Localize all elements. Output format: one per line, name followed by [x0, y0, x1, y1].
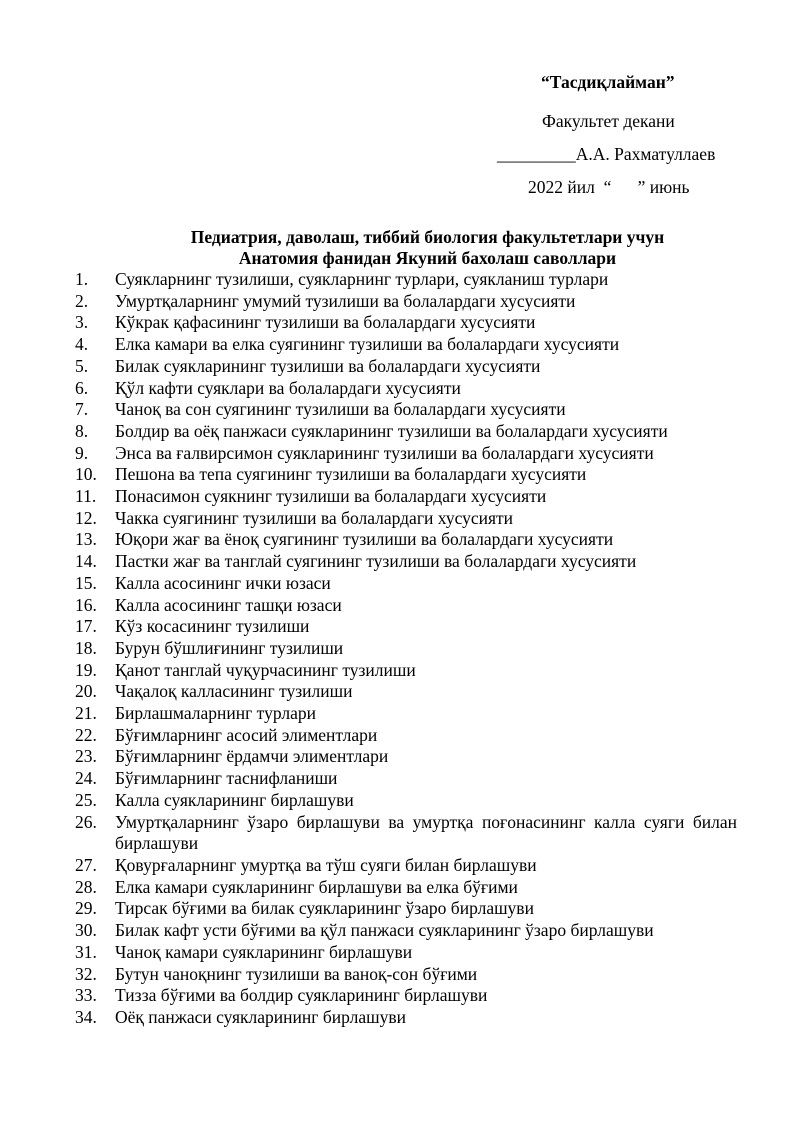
question-number: 26.: [75, 811, 97, 832]
question-number: 25.: [75, 789, 97, 810]
question-text: Калла асосининг ташқи юзаси: [115, 594, 342, 615]
question-number: 18.: [75, 637, 97, 658]
question-text: Суякларнинг тузилиши, суякларнинг турлари, суякланиш турлари: [115, 269, 609, 289]
list-item: [75, 768, 737, 790]
question-number: 2.: [75, 290, 89, 311]
list-item: [75, 529, 737, 551]
question-number: 1.: [75, 269, 89, 289]
question-text: Бирлашмаларнинг турлари: [115, 703, 316, 724]
question-number: 9.: [75, 442, 89, 463]
question-number: 6.: [75, 377, 89, 398]
question-text: Пешона ва тепа суягининг тузилиши ва болалардаги хусусияти: [115, 464, 587, 485]
list-item: [75, 1007, 737, 1029]
list-item: [75, 356, 737, 378]
question-number: 4.: [75, 334, 89, 355]
question-number: 17.: [75, 616, 97, 637]
question-number: 10.: [75, 464, 97, 485]
question-text: Пастки жағ ва танглай суягининг тузилиши ва болалардаги хусусияти: [115, 551, 637, 572]
list-item: [75, 703, 737, 725]
question-text: Бўғимларнинг таснифланиши: [115, 768, 338, 789]
list-item: [75, 399, 737, 421]
question-number: 19.: [75, 659, 97, 680]
question-text: Оёқ панжаси суякларининг бирлашуви: [115, 1006, 406, 1027]
question-text: Бўғимларнинг асосий элиментлари: [115, 724, 378, 745]
question-text: Бутун чаноқнинг тузилиши ва ваноқ-сон бўғими: [115, 963, 478, 984]
question-text: Чақалоқ калласининг тузилиши: [115, 681, 353, 702]
list-item: [75, 269, 737, 291]
question-text: Тизза бўғими ва болдир суякларининг бирлашуви: [115, 985, 488, 1006]
question-number: 27.: [75, 854, 97, 875]
question-text: Чаноқ ва сон суягининг тузилиши ва болалардаги хусусияти: [115, 399, 566, 420]
question-number: 5.: [75, 355, 89, 376]
question-list: [75, 269, 737, 1029]
approval-position: Факультет декани: [542, 111, 675, 131]
question-text: Кўкрак қафасининг тузилиши ва болалардаги хусусияти: [115, 312, 536, 333]
list-item: [75, 898, 737, 920]
question-number: 11.: [75, 486, 97, 507]
question-number: 34.: [75, 1006, 97, 1027]
question-number: 23.: [75, 746, 97, 767]
question-number: 32.: [75, 963, 97, 984]
question-text: Умуртқаларнинг умумий тузилиши ва болалардаги хусусияти: [115, 290, 576, 311]
question-number: 30.: [75, 920, 97, 941]
question-number: 28.: [75, 876, 97, 897]
list-item: [75, 942, 737, 964]
approval-title: “Тасдиқлайман”: [541, 72, 675, 92]
document-title: [60, 227, 795, 269]
list-item: [75, 877, 737, 899]
list-item: [75, 508, 737, 530]
list-item: [75, 681, 737, 703]
question-number: 29.: [75, 898, 97, 919]
list-item: [75, 746, 737, 768]
question-number: 8.: [75, 420, 89, 441]
question-number: 24.: [75, 768, 97, 789]
question-text: Кўз косасининг тузилиши: [115, 616, 310, 637]
question-number: 13.: [75, 529, 97, 550]
list-item: [75, 334, 737, 356]
list-item: [75, 964, 737, 986]
list-item: [75, 920, 737, 942]
question-text: Калла суякларининг бирлашуви: [115, 789, 354, 810]
question-number: 15.: [75, 572, 97, 593]
question-text: Билак суякларининг тузилиши ва болалардаги хусусияти: [115, 355, 541, 376]
list-item: [75, 812, 737, 855]
list-item: [75, 464, 737, 486]
question-number: 22.: [75, 724, 97, 745]
list-item: [75, 790, 737, 812]
list-item: [75, 638, 737, 660]
question-text: Қовурғаларнинг умуртқа ва тўш суяги билан бирлашуви: [115, 854, 537, 875]
list-item: [75, 421, 737, 443]
list-item: [75, 291, 737, 313]
question-number: 33.: [75, 985, 97, 1006]
question-text: Юқори жағ ва ёноқ суягининг тузилиши ва болалардаги хусусияти: [115, 529, 614, 550]
list-item: [75, 855, 737, 877]
list-item: [75, 616, 737, 638]
question-text: Қанот танглай чуқурчасининг тузилиши: [115, 659, 416, 680]
list-item: [75, 985, 737, 1007]
list-item: [75, 443, 737, 465]
question-text: Елка камари ва елка суягининг тузилиши ва болалардаги хусусияти: [115, 334, 620, 355]
question-text: Билак кафт усти бўғими ва қўл панжаси суякларининг ўзаро бирлашуви: [115, 920, 654, 941]
list-item: [75, 725, 737, 747]
list-item: [75, 378, 737, 400]
approval-date: 2022 йил “ ” июнь: [528, 177, 690, 197]
list-item: [75, 595, 737, 617]
question-text: Энса ва ғалвирсимон суякларининг тузилиши ва болалардаги хусусияти: [115, 442, 654, 463]
list-item: [75, 573, 737, 595]
question-text: Тирсак бўғими ва билак суякларининг ўзаро бирлашуви: [115, 898, 534, 919]
question-text: Бурун бўшлиғининг тузилиши: [115, 637, 344, 658]
question-text: Болдир ва оёқ панжаси суякларининг тузилиши ва болалардаги хусусияти: [115, 420, 668, 441]
list-item: [75, 660, 737, 682]
title-line-subject: Анатомия фанидан Якуний бахолаш саволлари: [238, 248, 617, 268]
question-number: 3.: [75, 312, 89, 333]
question-text: Понасимон суякнинг тузилиши ва болалардаги хусусияти: [115, 486, 547, 507]
question-number: 16.: [75, 594, 97, 615]
list-item: [75, 486, 737, 508]
question-number: 7.: [75, 399, 89, 420]
list-item: [75, 312, 737, 334]
question-text: Чакка суягининг тузилиши ва болалардаги хусусияти: [115, 507, 514, 528]
question-text: Елка камари суякларининг бирлашуви ва елка бўғими: [115, 876, 518, 897]
question-number: 31.: [75, 941, 97, 962]
question-text: Умуртқаларнинг ўзаро бирлашуви ва умуртқа поғонасининг калла суяги билан бирлашуви: [115, 811, 737, 854]
question-text: Бўғимларнинг ёрдамчи элиментлари: [115, 746, 389, 767]
list-item: [75, 551, 737, 573]
question-number: 12.: [75, 507, 97, 528]
question-text: Қўл кафти суяклари ва болалардаги хусусияти: [115, 377, 461, 398]
question-text: Калла асосининг ички юзаси: [115, 572, 331, 593]
question-text: Чаноқ камари суякларининг бирлашуви: [115, 941, 413, 962]
question-number: 14.: [75, 551, 97, 572]
title-line-faculties: Педиатрия, даволаш, тиббий биология факультетлари учун: [190, 227, 665, 247]
question-number: 21.: [75, 703, 97, 724]
question-number: 20.: [75, 681, 97, 702]
approval-signature: _________А.А. Рахматуллаев: [497, 144, 716, 164]
